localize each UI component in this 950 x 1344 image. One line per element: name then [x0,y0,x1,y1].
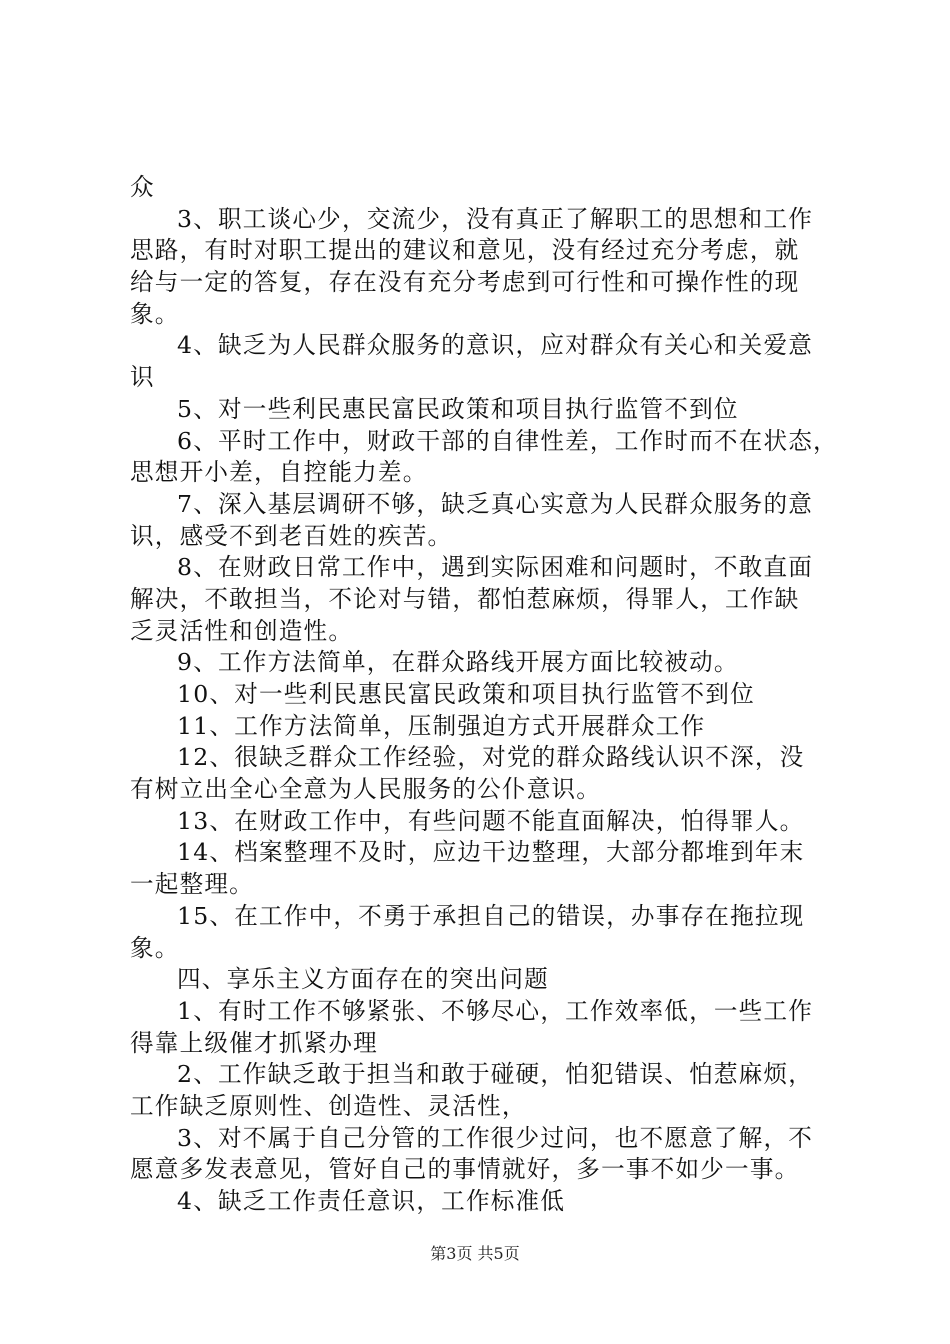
text-line: 象。 [130,933,180,962]
text-line: 7、深入基层调研不够，缺乏真心实意为人民群众服务的意 [177,489,814,518]
text-line: 4、缺乏工作责任意识，工作标准低 [177,1187,566,1215]
text-line: 4、缺乏为人民群众服务的意识，应对群众有关心和关爱意 [177,331,814,360]
text-line: 8、在财政日常工作中，遇到实际困难和问题时，不敢直面 [177,553,814,582]
text-line: 2、工作缺乏敢于担当和敢于碰硬，怕犯错误、怕惹麻烦， [177,1060,814,1089]
text-line: 9、工作方法简单，在群众路线开展方面比较被动。 [177,648,739,677]
text-line: 5、对一些利民惠民富民政策和项目执行监管不到位 [177,394,739,423]
text-line: 工作缺乏原则性、创造性、灵活性， [130,1091,527,1120]
text-line: 解决，不敢担当，不论对与错，都怕惹麻烦，得罪人，工作缺 [130,584,800,613]
text-line: 3、对不属于自己分管的工作很少过问，也不愿意了解，不 [177,1123,814,1152]
text-line: 四、享乐主义方面存在的突出问题 [177,965,549,994]
text-line: 10、对一些利民惠民富民政策和项目执行监管不到位 [177,680,755,708]
text-line: 思路，有时对职工提出的建议和意见，没有经过充分考虑，就 [130,236,800,265]
text-line: 给与一定的答复，存在没有充分考虑到可行性和可操作性的现 [130,268,800,297]
text-line: 得靠上级催才抓紧办理 [130,1028,378,1057]
text-line: 3、职工谈心少，交流少，没有真正了解职工的思想和工作 [177,204,814,233]
text-line: 愿意多发表意见，管好自己的事情就好，多一事不如少一事。 [130,1155,800,1184]
text-line: 15、在工作中，不勇于承担自己的错误，办事存在拖拉现 [177,901,805,930]
text-line: 识 [130,363,155,392]
text-line: 识，感受不到老百姓的疾苦。 [130,521,453,550]
text-line: 11、工作方法简单，压制强迫方式开展群众工作 [177,711,706,740]
text-line: 有树立出全心全意为人民服务的公仆意识。 [130,775,602,804]
text-line: 象。 [130,299,180,328]
text-line: 13、在财政工作中，有些问题不能直面解决，怕得罪人。 [177,806,805,835]
page-footer [0,1244,950,1264]
document-body [130,172,838,1218]
text-line: 乏灵活性和创造性。 [130,616,354,645]
text-line: 众 [130,173,155,201]
text-line: 1、有时工作不够紧张、不够尽心，工作效率低，一些工作 [177,996,814,1025]
text-line: 14、档案整理不及时，应边干边整理，大部分都堆到年末 [177,838,805,867]
page-number: 第3页 共5页 [430,1244,520,1263]
text-line: 一起整理。 [130,870,254,899]
text-line: 6、平时工作中，财政干部的自律性差，工作时而不在状态， [177,426,838,455]
text-line: 思想开小差，自控能力差。 [130,458,428,487]
text-line: 12、很缺乏群众工作经验，对党的群众路线认识不深，没 [177,743,805,772]
